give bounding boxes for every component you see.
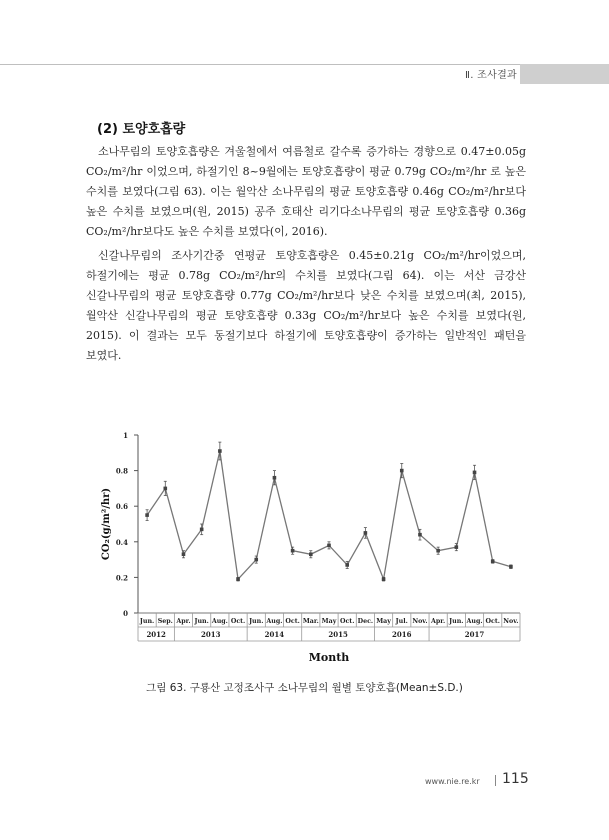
x-tick-label: Jun. — [449, 618, 464, 625]
data-point — [291, 549, 295, 553]
series-line — [147, 451, 511, 579]
y-tick-label: 0.2 — [115, 573, 128, 583]
paragraph-1 — [86, 142, 526, 242]
x-tick-label: Oct. — [285, 618, 300, 625]
paragraph-line: 보였다. — [86, 349, 122, 362]
x-tick-label: Jun. — [139, 618, 155, 625]
data-point — [327, 544, 331, 548]
year-label: 2012 — [146, 630, 166, 639]
paragraph-line: CO₂/m²/hr 이었으며, 하절기인 8~9월에는 토양호흡량이 평균 0.79g CO₂/m²/hr 로 높은 — [86, 165, 526, 178]
footer-separator — [495, 775, 496, 786]
data-point — [455, 545, 459, 549]
x-tick-label: Oct. — [230, 618, 246, 625]
year-label: 2013 — [201, 630, 221, 639]
x-tick-label: Nov. — [503, 618, 519, 625]
data-point — [473, 471, 477, 475]
paragraph-line: 높은 수치를 보였으며(원, 2015) 공주 호태산 리기다소나무림의 평균 토양호흡량 0.36g — [86, 205, 526, 218]
x-tick-label: Oct. — [485, 618, 500, 625]
header-tab — [520, 64, 609, 84]
data-point — [236, 577, 240, 581]
x-tick-label: Jul. — [395, 618, 408, 625]
data-point — [509, 565, 513, 569]
paragraph-line: 수치를 보였다(그림 63). 이는 월악산 소나무림의 평균 토양호흡량 0.46g CO₂/m²/hr보다 — [86, 185, 526, 198]
figure-caption: 그림 63. 구룡산 고정조사구 소나무림의 월별 토양호흡(Mean±S.D.) — [146, 682, 463, 694]
x-tick-label: Apr. — [176, 618, 191, 625]
y-tick-label: 0 — [123, 609, 128, 618]
x-tick-label: Jun. — [194, 618, 209, 625]
data-point — [254, 558, 258, 562]
paragraph-line: 2015). 이 결과는 모두 동절기보다 하절기에 토양호흡량이 증가하는 일반적인 패턴을 — [86, 329, 526, 342]
data-point — [436, 549, 440, 553]
data-point — [273, 476, 277, 480]
x-tick-label: Jun. — [249, 618, 264, 625]
x-tick-label: May — [321, 618, 337, 625]
x-tick-label: Aug. — [466, 618, 483, 625]
paragraph-line: 월악산 신갈나무림의 평균 토양호흡량 0.33g CO₂/m²/hr보다 높은 수치를 보였다(원, — [86, 309, 526, 322]
paragraph-line: CO₂/m²/hr보다도 높은 수치를 보였다(이, 2016). — [86, 225, 328, 238]
x-tick-label: May — [376, 618, 391, 625]
y-tick-label: 0.4 — [115, 537, 128, 547]
year-label: 2014 — [264, 630, 285, 639]
paragraph-line: 신갈나무림의 조사기간중 연평균 토양호흡량은 0.45±0.21g CO₂/m²/hr이었으며, — [98, 249, 526, 262]
paragraph-line: 소나무림의 토양호흡량은 겨울철에서 여름철로 갈수록 증가하는 경향으로 0.47±0.05g — [98, 145, 526, 158]
data-point — [309, 552, 313, 556]
x-tick-label: Oct. — [339, 618, 355, 625]
x-tick-label: Dec. — [357, 618, 374, 625]
y-tick-label: 0.6 — [115, 502, 128, 512]
year-label: 2017 — [464, 630, 485, 639]
x-tick-label: Nov. — [412, 618, 428, 625]
year-label: 2016 — [392, 630, 412, 639]
y-tick-label: 0.8 — [115, 466, 128, 476]
data-point — [418, 533, 422, 537]
data-point — [382, 577, 386, 581]
header-section-label: Ⅱ. 조사결과 — [464, 70, 517, 81]
data-point — [364, 531, 368, 535]
paragraph-line: 신갈나무림의 평균 토양호흡량 0.77g CO₂/m²/hr보다 낮은 수치를 보였으며(최, 2015), — [86, 289, 526, 302]
footer-url: www.nie.re.kr — [425, 777, 480, 786]
data-point — [182, 552, 186, 556]
x-tick-label: Mar. — [302, 618, 319, 625]
data-point — [218, 449, 222, 453]
x-tick-label: Sep. — [157, 618, 173, 625]
x-tick-label: Aug. — [266, 618, 283, 625]
year-label: 2015 — [328, 630, 348, 639]
y-tick-label: 1 — [123, 431, 128, 440]
data-point — [163, 487, 167, 491]
section-title: (2) 토양호흡량 — [97, 122, 186, 137]
soil-respiration-chart — [100, 425, 530, 670]
data-point — [200, 528, 204, 532]
data-point — [345, 563, 349, 567]
data-point — [400, 469, 404, 473]
data-point — [145, 513, 149, 517]
x-tick-label: Aug. — [211, 618, 228, 625]
header-rule — [0, 64, 520, 65]
x-tick-label: Apr. — [431, 618, 446, 625]
page-number: 115 — [502, 771, 529, 787]
y-axis-label: CO₂(g/m²/hr) — [101, 487, 112, 561]
x-axis-label: Month — [308, 651, 350, 664]
paragraph-2 — [86, 246, 526, 366]
paragraph-line: 하절기에는 평균 0.78g CO₂/m²/hr의 수치를 보였다(그림 64). 이는 서산 금강산 — [86, 269, 526, 282]
data-point — [491, 560, 495, 564]
